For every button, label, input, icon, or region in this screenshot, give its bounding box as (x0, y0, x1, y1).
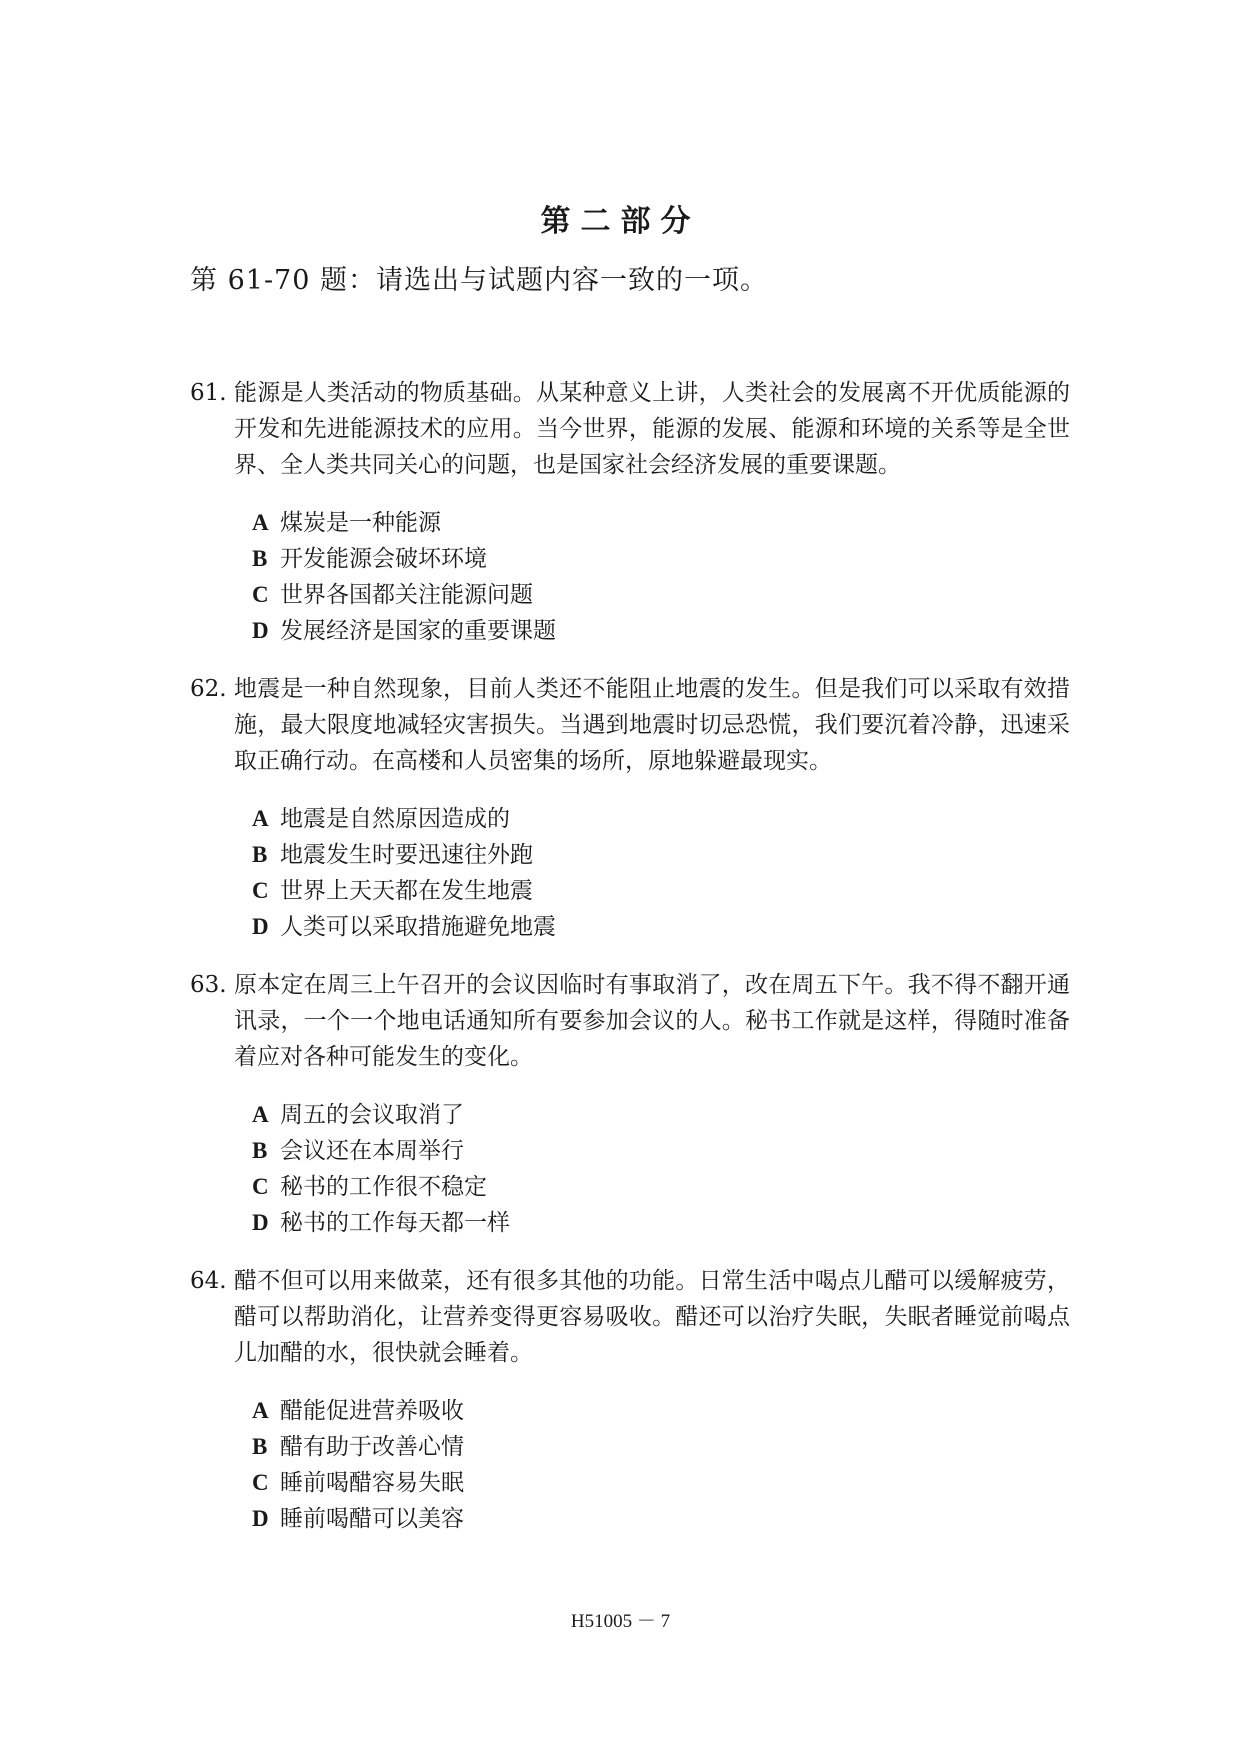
answer-options (252, 1097, 1070, 1241)
question-text: 原本定在周三上午召开的会议因临时有事取消了，改在周五下午。我不得不翻开通讯录，一个一个地电话通知所有要参加会议的人。秘书工作就是这样，得随时准备着应对各种可能发生的变化。 (234, 972, 1070, 1070)
option-text: 人类可以采取措施避免地震 (280, 914, 556, 940)
option-letter: D (252, 914, 269, 939)
option-letter: B (252, 546, 268, 571)
option-letter: A (252, 1102, 269, 1127)
option-text: 地震是自然原因造成的 (280, 806, 510, 832)
option-letter: C (252, 582, 269, 607)
option-text: 周五的会议取消了 (280, 1102, 464, 1128)
option-text: 世界各国都关注能源问题 (280, 582, 533, 608)
option-d (252, 1501, 1070, 1537)
question-stem (190, 375, 1070, 483)
question-stem (190, 1263, 1070, 1371)
option-text: 世界上天天都在发生地震 (280, 878, 533, 904)
option-b (252, 1429, 1070, 1465)
section-title: 第二部分 (540, 204, 701, 239)
option-letter: D (252, 1210, 269, 1235)
question-number: 61. (190, 380, 227, 406)
option-text: 醋能促进营养吸收 (280, 1398, 464, 1424)
option-text: 地震发生时要迅速往外跑 (280, 842, 533, 868)
question-64 (190, 1263, 1070, 1537)
option-d (252, 909, 1070, 945)
option-text: 发展经济是国家的重要课题 (280, 618, 556, 644)
option-b (252, 541, 1070, 577)
page-footer: H51005 － 7 (570, 1611, 671, 1632)
question-63 (190, 967, 1070, 1241)
option-letter: A (252, 1398, 269, 1423)
option-letter: B (252, 1434, 268, 1459)
option-c (252, 1465, 1070, 1501)
answer-options (252, 1393, 1070, 1537)
option-text: 睡前喝醋容易失眠 (280, 1470, 464, 1496)
option-letter: C (252, 1470, 269, 1495)
question-list (190, 375, 1070, 1559)
option-d (252, 1205, 1070, 1241)
option-a (252, 505, 1070, 541)
question-number: 64. (190, 1268, 227, 1294)
option-a (252, 801, 1070, 837)
answer-options (252, 801, 1070, 945)
question-62 (190, 671, 1070, 945)
option-letter: B (252, 842, 268, 867)
question-number: 63. (190, 972, 227, 998)
instruction-text: 第 61-70 题：请选出与试题内容一致的一项。 (190, 265, 769, 296)
option-b (252, 837, 1070, 873)
option-a (252, 1097, 1070, 1133)
option-letter: C (252, 878, 269, 903)
option-c (252, 577, 1070, 613)
question-text: 醋不但可以用来做菜，还有很多其他的功能。日常生活中喝点儿醋可以缓解疲劳，醋可以帮助消化，让营养变得更容易吸收。醋还可以治疗失眠，失眠者睡觉前喝点儿加醋的水，很快就会睡着。 (234, 1268, 1070, 1366)
option-c (252, 873, 1070, 909)
option-letter: D (252, 1506, 269, 1531)
option-text: 秘书的工作很不稳定 (280, 1174, 487, 1200)
option-a (252, 1393, 1070, 1429)
question-stem (190, 967, 1070, 1075)
question-text: 地震是一种自然现象，目前人类还不能阻止地震的发生。但是我们可以采取有效措施，最大限度地减轻灾害损失。当遇到地震时切忌恐慌，我们要沉着冷静，迅速采取正确行动。在高楼和人员密集的场所，原地躲避最现实。 (234, 676, 1070, 774)
option-letter: A (252, 510, 269, 535)
answer-options (252, 505, 1070, 649)
option-text: 开发能源会破坏环境 (280, 546, 487, 572)
option-text: 睡前喝醋可以美容 (280, 1506, 464, 1532)
option-letter: B (252, 1138, 268, 1163)
option-text: 会议还在本周举行 (280, 1138, 464, 1164)
question-stem (190, 671, 1070, 779)
option-letter: C (252, 1174, 269, 1199)
question-number: 62. (190, 676, 227, 702)
option-letter: A (252, 806, 269, 831)
question-text: 能源是人类活动的物质基础。从某种意义上讲，人类社会的发展离不开优质能源的开发和先进能源技术的应用。当今世界，能源的发展、能源和环境的关系等是全世界、全人类共同关心的问题，也是国家社会经济发展的重要课题。 (234, 380, 1070, 478)
option-text: 醋有助于改善心情 (280, 1434, 464, 1460)
option-d (252, 613, 1070, 649)
option-text: 煤炭是一种能源 (280, 510, 441, 536)
option-letter: D (252, 618, 269, 643)
option-b (252, 1133, 1070, 1169)
question-61 (190, 375, 1070, 649)
option-text: 秘书的工作每天都一样 (280, 1210, 510, 1236)
option-c (252, 1169, 1070, 1205)
